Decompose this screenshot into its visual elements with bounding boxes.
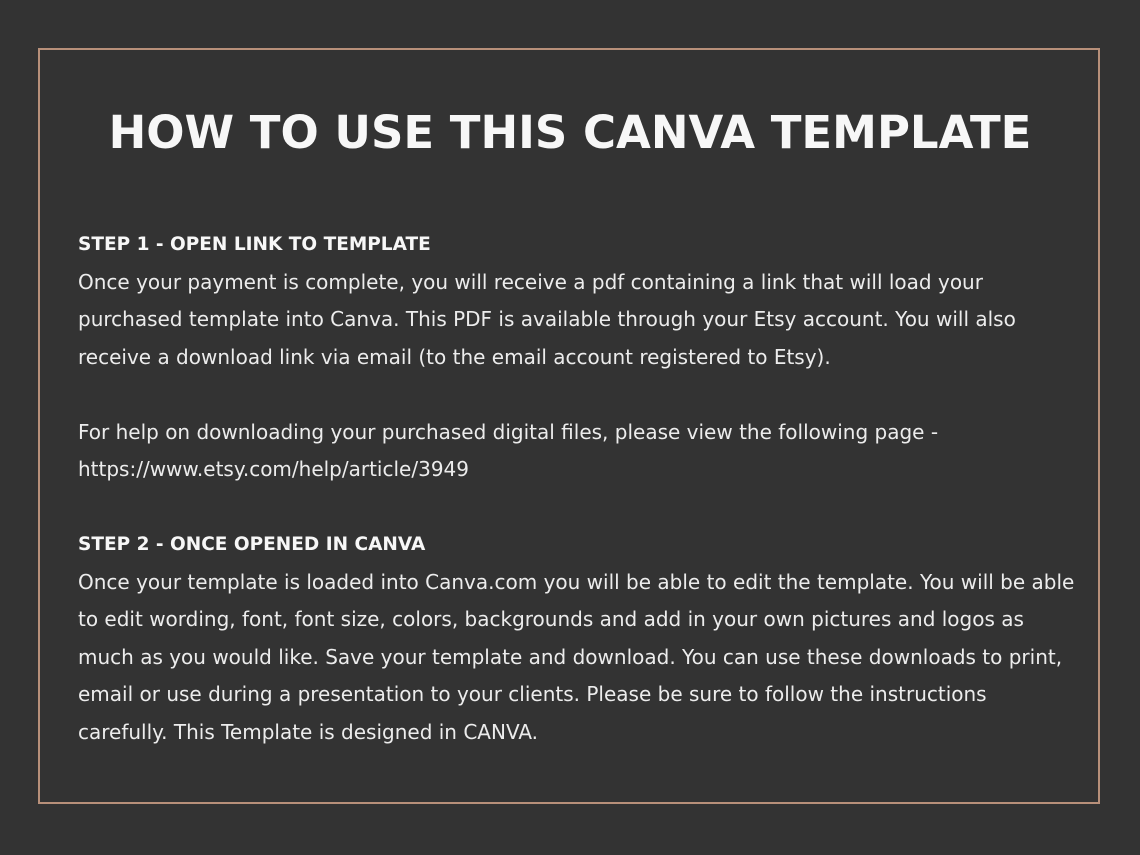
step-2-paragraph: Once your template is loaded into Canva.com you will be able to edit the template. You will be able to edit wording, font, font size, colors, backgrounds and add in your own pictures and logos as much as you would like. Save your template and download. You can use these downloads to print, email or use during a presentation to your clients. Please be sure to follow the instructions carefully. This Template is designed in CANVA. [78,569,1075,744]
step-2-section [78,526,1078,751]
instructions-content [78,226,1078,751]
step-2-heading: STEP 2 - ONCE OPENED IN CANVA [78,534,426,555]
page-title: HOW TO USE THIS CANVA TEMPLATE [108,106,1032,159]
step-1-heading: STEP 1 - OPEN LINK TO TEMPLATE [78,234,431,255]
step-1-help-paragraph: For help on downloading your purchased digital files, please view the following page - https://www.etsy.com/help/article/3949 [78,419,939,481]
step-1-section [78,226,1078,489]
step-1-paragraph: Once your payment is complete, you will receive a pdf containing a link that will load your purchased template into Canva. This PDF is available through your Etsy account. You will also receive a download link via email (to the email account registered to Etsy). [78,269,1016,369]
